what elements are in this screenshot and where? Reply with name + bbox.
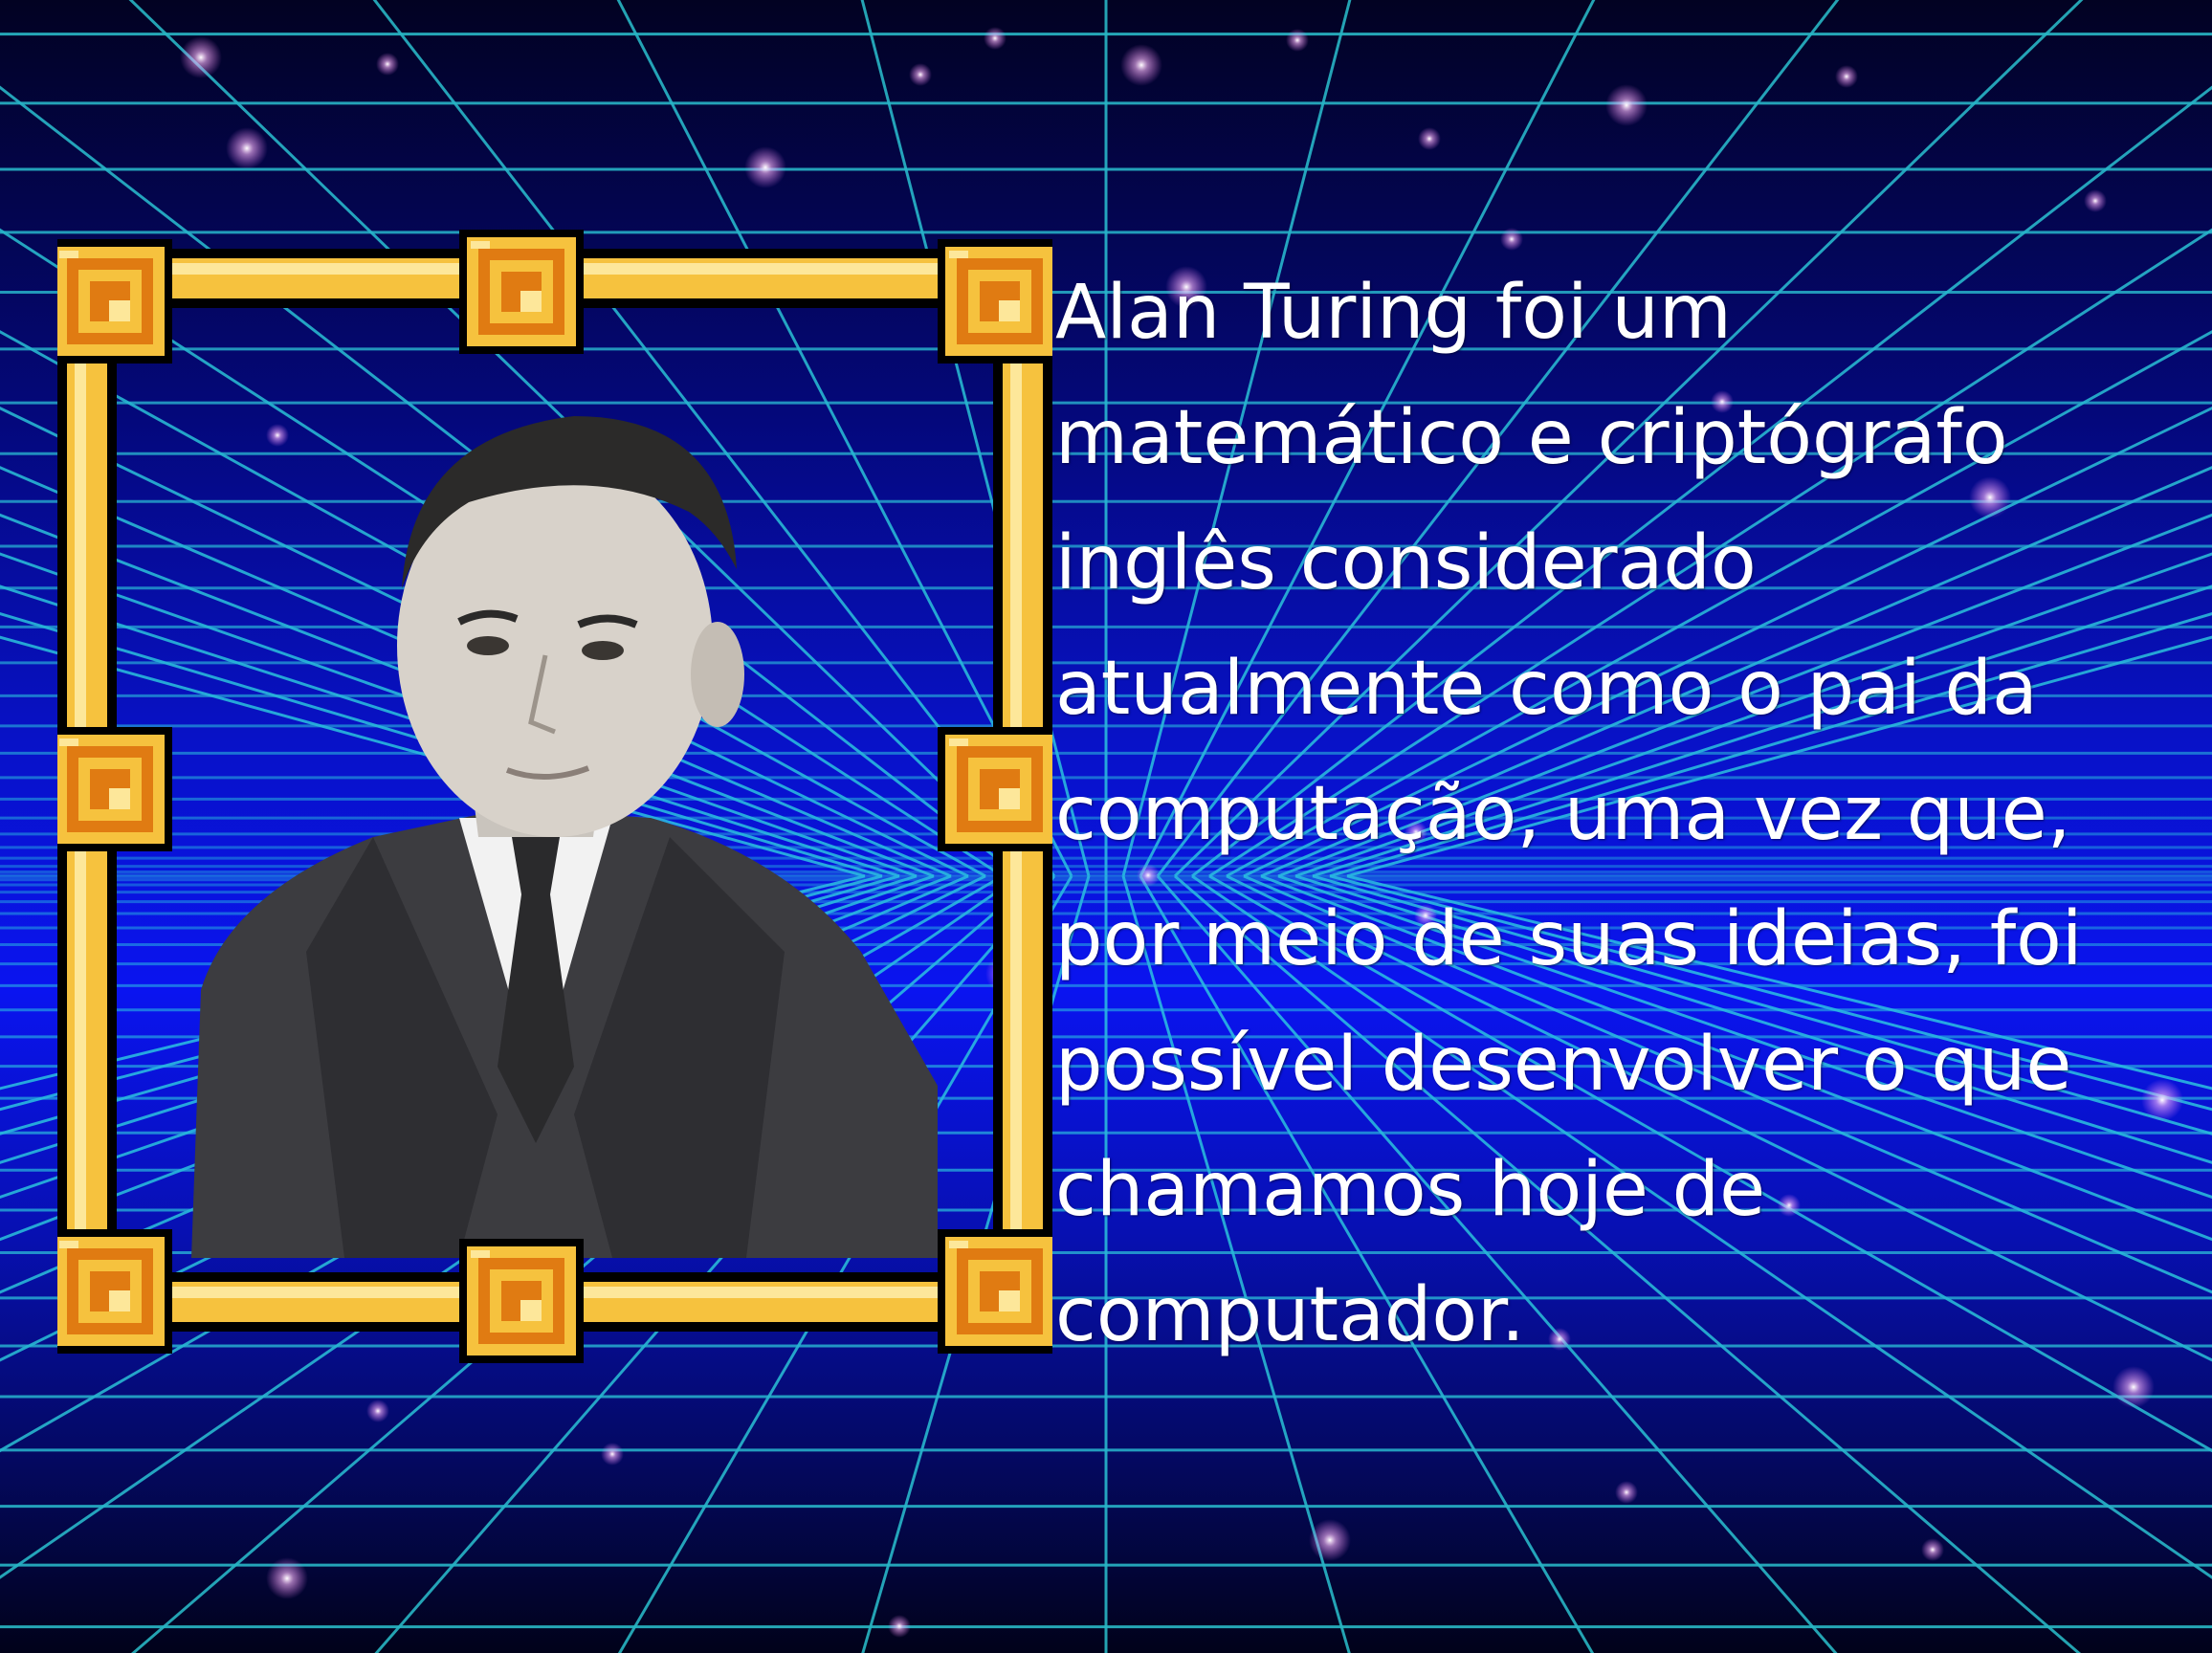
star [601, 1443, 624, 1466]
text-line-9: computador. [1055, 1272, 1525, 1358]
star [1286, 29, 1309, 52]
text-line-2: matemático e criptógrafo [1055, 395, 2008, 481]
text-line-3: inglês considerado [1055, 520, 1757, 606]
star [1500, 228, 1523, 251]
text-line-1: Alan Turing foi um [1055, 270, 1732, 356]
star [1835, 65, 1858, 88]
text-line-6: por meio de suas ideias, foi [1055, 896, 2083, 982]
star [1309, 1519, 1351, 1561]
pixel-frame-icon [57, 225, 1052, 1368]
star [888, 1615, 911, 1638]
star [1120, 44, 1162, 86]
portrait-icon [124, 320, 985, 1277]
star [2084, 189, 2107, 212]
star [1605, 84, 1648, 126]
star [226, 127, 268, 169]
star [744, 146, 786, 188]
text-line-7: possível desenvolver o que [1055, 1022, 2072, 1108]
star [180, 36, 222, 78]
text-line-4: atualmente como o pai da [1055, 646, 2038, 732]
star [366, 1400, 389, 1422]
star [1921, 1538, 1944, 1561]
text-line-8: chamamos hoje de [1055, 1147, 1766, 1233]
star [1418, 127, 1441, 150]
text-line-5: computação, uma vez que, [1055, 771, 2071, 857]
star [909, 63, 932, 86]
star [266, 1557, 308, 1599]
star [984, 27, 1006, 50]
star [1615, 1481, 1638, 1504]
star [376, 53, 399, 76]
description-text [1055, 251, 2203, 1378]
portrait-frame [57, 225, 1052, 1368]
